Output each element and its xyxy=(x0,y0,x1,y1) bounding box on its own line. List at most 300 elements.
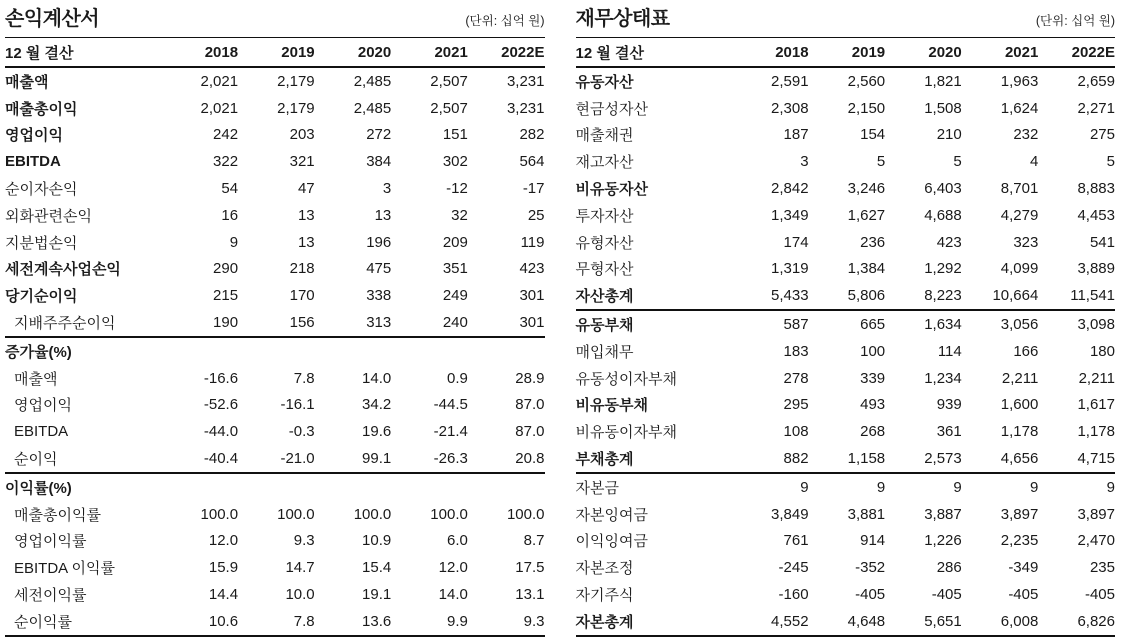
cell-value: 3,881 xyxy=(847,505,886,523)
cell-value: 564 xyxy=(519,153,545,171)
cell-value: 6,826 xyxy=(1077,612,1115,630)
cell-value: 423 xyxy=(936,233,962,251)
year-column-header: 2020 xyxy=(885,38,962,67)
cell-value: 4,099 xyxy=(1000,260,1039,278)
row-label: 순이익 xyxy=(14,451,58,469)
cell-value: 914 xyxy=(860,532,886,550)
table-row xyxy=(576,310,1116,338)
fiscal-year-end-header: 12 월 결산 xyxy=(5,38,161,67)
row-label: 당기순이익 xyxy=(5,288,78,306)
cell-value: 100.0 xyxy=(506,505,545,523)
cell-value: 236 xyxy=(860,233,886,251)
table-row xyxy=(5,67,545,95)
cell-value: 1,634 xyxy=(924,316,962,334)
cell-value: 4,648 xyxy=(847,612,886,630)
row-label: EBITDA xyxy=(5,153,61,171)
cell-value: 15.4 xyxy=(362,559,392,577)
column-header-row xyxy=(576,38,1116,67)
row-label: 순이익률 xyxy=(14,613,72,631)
cell-value: 2,470 xyxy=(1077,532,1115,550)
cell-value: 0.9 xyxy=(446,369,468,387)
cell-value: 1,234 xyxy=(924,369,962,387)
cell-value: 8.7 xyxy=(523,532,545,550)
cell-value: -17 xyxy=(522,180,545,198)
cell-value: 1,600 xyxy=(1000,396,1039,414)
cell-value: 9 xyxy=(953,478,962,496)
cell-value: 242 xyxy=(213,126,239,144)
year-column-header: 2019 xyxy=(809,38,886,67)
cell-value: 3 xyxy=(800,153,809,171)
cell-value: 114 xyxy=(937,342,962,360)
table-row xyxy=(576,445,1116,473)
table-row xyxy=(5,337,545,365)
cell-value: 313 xyxy=(366,314,392,332)
cell-value: -16.1 xyxy=(280,396,315,414)
cell-value: 939 xyxy=(936,396,962,414)
cell-value: 166 xyxy=(1013,342,1039,360)
table-row xyxy=(5,282,545,309)
cell-value: 361 xyxy=(936,423,962,441)
cell-value: 9.3 xyxy=(293,532,315,550)
row-label: 비유동부채 xyxy=(575,397,648,415)
cell-value xyxy=(391,337,468,365)
table-row xyxy=(5,528,545,555)
column-header-row xyxy=(5,38,545,67)
row-label: 자본조정 xyxy=(575,560,634,578)
cell-value: 8,701 xyxy=(1000,180,1039,198)
cell-value: -16.6 xyxy=(203,369,239,387)
income-statement-panel xyxy=(5,4,545,637)
table-row xyxy=(576,256,1116,283)
cell-value: 1,384 xyxy=(847,260,886,278)
row-label: 부채총계 xyxy=(575,451,634,469)
table-row xyxy=(5,608,545,636)
cell-value: 2,235 xyxy=(1000,532,1039,550)
cell-value: 322 xyxy=(213,153,239,171)
year-column-header: 2018 xyxy=(732,38,809,67)
cell-value: 541 xyxy=(1089,233,1115,251)
cell-value xyxy=(238,337,315,365)
cell-value: 203 xyxy=(289,126,315,144)
cell-value: 351 xyxy=(442,260,468,278)
cell-value xyxy=(468,473,545,501)
cell-value: 32 xyxy=(451,206,468,224)
cell-value: 323 xyxy=(1013,233,1039,251)
cell-value: 4,715 xyxy=(1077,450,1115,468)
table-row xyxy=(576,338,1116,365)
table-row xyxy=(5,365,545,392)
cell-value: 12.0 xyxy=(438,559,468,577)
cell-value: 2,842 xyxy=(771,180,809,198)
cell-value xyxy=(161,337,238,365)
cell-value: 10.9 xyxy=(362,532,392,550)
cell-value: 4,453 xyxy=(1077,206,1115,224)
row-label: EBITDA xyxy=(14,423,69,441)
row-label: 매출총이익률 xyxy=(14,506,101,524)
row-label: 영업이익 xyxy=(14,397,72,415)
cell-value: 13.1 xyxy=(515,586,545,604)
cell-value: -44.0 xyxy=(203,423,239,441)
cell-value: -40.4 xyxy=(203,450,239,468)
cell-value: -405 xyxy=(1008,586,1039,604)
table-row xyxy=(5,554,545,581)
cell-value: 2,308 xyxy=(771,99,809,117)
cell-value xyxy=(391,473,468,501)
cell-value: 2,211 xyxy=(1078,369,1115,387)
year-column-header: 2022E xyxy=(468,38,545,67)
row-label: 비유동자산 xyxy=(575,181,648,199)
cell-value: 151 xyxy=(442,126,468,144)
table-row xyxy=(576,67,1116,95)
cell-value: 3,849 xyxy=(771,505,809,523)
cell-value: 6,403 xyxy=(924,180,962,198)
table-row xyxy=(576,202,1116,229)
row-label: 자산총계 xyxy=(575,288,634,306)
cell-value: 286 xyxy=(936,559,962,577)
cell-value: 493 xyxy=(860,396,886,414)
cell-value: 3,231 xyxy=(506,99,545,117)
cell-value: 5 xyxy=(1106,153,1115,171)
cell-value: -21.4 xyxy=(433,423,468,441)
cell-value: 196 xyxy=(366,233,392,251)
cell-value: 156 xyxy=(289,314,315,332)
cell-value: 338 xyxy=(366,287,392,305)
cell-value: 232 xyxy=(1013,126,1039,144)
cell-value: -352 xyxy=(855,559,886,577)
table-row xyxy=(576,365,1116,392)
row-label: 영업이익 xyxy=(5,127,63,145)
cell-value: -405 xyxy=(1084,586,1115,604)
cell-value: 3,056 xyxy=(1000,316,1039,334)
year-column-header: 2018 xyxy=(161,38,238,67)
cell-value: 1,178 xyxy=(1000,423,1039,441)
cell-value: 5,651 xyxy=(924,612,962,630)
cell-value: 1,349 xyxy=(771,206,809,224)
cell-value: 209 xyxy=(442,233,468,251)
cell-value: 154 xyxy=(860,126,886,144)
cell-value: 882 xyxy=(783,450,809,468)
cell-value: 301 xyxy=(519,314,545,332)
table-row xyxy=(5,175,545,202)
cell-value: 2,560 xyxy=(847,72,886,90)
balance-sheet-panel xyxy=(576,4,1116,637)
cell-value: 16 xyxy=(221,206,239,224)
cell-value: 13 xyxy=(297,233,315,251)
cell-value: 7.8 xyxy=(293,369,315,387)
cell-value: 2,507 xyxy=(430,99,468,117)
cell-value: 187 xyxy=(783,126,809,144)
cell-value: 384 xyxy=(366,153,392,171)
cell-value: -245 xyxy=(778,559,809,577)
cell-value: 119 xyxy=(520,233,545,251)
row-label: 자본금 xyxy=(575,479,619,497)
row-label: 매입채무 xyxy=(575,343,634,361)
cell-value: 6.0 xyxy=(446,532,468,550)
cell-value: 47 xyxy=(297,180,315,198)
cell-value: 2,485 xyxy=(353,99,392,117)
cell-value: 3,897 xyxy=(1000,505,1039,523)
cell-value: 1,178 xyxy=(1077,423,1115,441)
cell-value: 2,211 xyxy=(1001,369,1039,387)
cell-value: 11,541 xyxy=(1070,287,1115,305)
cell-value: 321 xyxy=(289,153,315,171)
row-label: 세전계속사업손익 xyxy=(5,261,121,279)
cell-value: 761 xyxy=(783,532,809,550)
table-row xyxy=(5,473,545,501)
cell-value: 34.2 xyxy=(362,396,392,414)
cell-value: 5 xyxy=(876,153,886,171)
cell-value xyxy=(315,337,392,365)
cell-value: 4 xyxy=(1030,153,1039,171)
cell-value xyxy=(161,473,238,501)
table-row xyxy=(576,175,1116,202)
cell-value: 268 xyxy=(860,423,886,441)
cell-value: -405 xyxy=(855,586,886,604)
cell-value: 2,150 xyxy=(847,99,886,117)
table-section xyxy=(5,337,545,473)
cell-value: 25 xyxy=(527,206,545,224)
table-row xyxy=(576,229,1116,256)
cell-value: 2,179 xyxy=(277,72,315,90)
cell-value: 2,271 xyxy=(1077,99,1115,117)
row-label: 유동부채 xyxy=(575,317,634,335)
cell-value: 1,617 xyxy=(1077,396,1115,414)
cell-value: 3,897 xyxy=(1077,505,1115,523)
cell-value: 6,008 xyxy=(1000,612,1039,630)
table-row xyxy=(576,282,1116,310)
cell-value: 2,021 xyxy=(200,72,239,90)
row-label: 재고자산 xyxy=(575,154,634,172)
cell-value: 100.0 xyxy=(353,505,392,523)
cell-value: 8,883 xyxy=(1077,180,1115,198)
cell-value: 9 xyxy=(876,478,886,496)
cell-value: 1,158 xyxy=(847,450,886,468)
cell-value: 339 xyxy=(860,369,886,387)
year-column-header: 2019 xyxy=(238,38,315,67)
cell-value: 5,433 xyxy=(771,287,809,305)
table-row xyxy=(576,473,1116,501)
income-statement-title: 손익계산서 xyxy=(5,8,100,30)
cell-value: 4,656 xyxy=(1000,450,1039,468)
row-label: 유동자산 xyxy=(575,73,634,91)
cell-value: 10.0 xyxy=(285,586,315,604)
cell-value: 28.9 xyxy=(515,369,545,387)
cell-value: 3 xyxy=(382,180,392,198)
cell-value: 9.3 xyxy=(523,612,545,630)
cell-value: 5,806 xyxy=(847,287,886,305)
table-row xyxy=(5,445,545,473)
cell-value: 290 xyxy=(213,260,239,278)
table-row xyxy=(576,501,1116,528)
cell-value: 174 xyxy=(783,233,809,251)
row-label: 매출총이익 xyxy=(5,100,78,118)
cell-value: 20.8 xyxy=(515,450,545,468)
balance-sheet-title: 재무상태표 xyxy=(575,8,670,30)
cell-value: 1,627 xyxy=(847,206,886,224)
cell-value: 4,688 xyxy=(924,206,962,224)
cell-value: 99.1 xyxy=(362,450,392,468)
row-label: 순이자손익 xyxy=(5,181,78,199)
cell-value: 282 xyxy=(519,126,545,144)
year-column-header: 2020 xyxy=(315,38,392,67)
cell-value xyxy=(315,473,392,501)
cell-value: -349 xyxy=(1008,559,1039,577)
cell-value: 9.9 xyxy=(446,612,468,630)
cell-value: 54 xyxy=(221,180,239,198)
row-label: 세전이익률 xyxy=(14,587,87,605)
table-row xyxy=(5,229,545,256)
cell-value: 1,319 xyxy=(771,260,809,278)
table-row xyxy=(5,256,545,283)
cell-value: 2,485 xyxy=(353,72,392,90)
cell-value: 423 xyxy=(519,260,545,278)
cell-value: 190 xyxy=(213,314,239,332)
table-row xyxy=(5,309,545,337)
table-row xyxy=(576,554,1116,581)
row-label: 영업이익률 xyxy=(14,533,87,551)
table-section xyxy=(5,473,545,636)
cell-value: 295 xyxy=(783,396,809,414)
balance-sheet-table xyxy=(576,38,1116,637)
cell-value: 1,624 xyxy=(1000,99,1039,117)
row-label: 매출액 xyxy=(14,370,58,388)
cell-value: -160 xyxy=(778,586,809,604)
cell-value: 87.0 xyxy=(515,423,545,441)
table-section xyxy=(576,473,1116,636)
cell-value: 14.7 xyxy=(285,559,315,577)
income-statement-unit-label: (단위: 십억 원) xyxy=(465,14,545,28)
cell-value: 108 xyxy=(783,423,809,441)
table-row xyxy=(576,608,1116,636)
cell-value: 3,889 xyxy=(1077,260,1115,278)
cell-value: 13 xyxy=(297,206,315,224)
cell-value: 19.6 xyxy=(362,423,392,441)
cell-value: 183 xyxy=(783,342,809,360)
cell-value: 249 xyxy=(442,287,468,305)
row-label: 이익잉여금 xyxy=(575,533,648,551)
row-label: 외화관련손익 xyxy=(5,207,92,225)
table-row xyxy=(576,95,1116,122)
cell-value: 218 xyxy=(289,260,315,278)
year-column-header: 2022E xyxy=(1038,38,1115,67)
cell-value: 9 xyxy=(1030,478,1039,496)
cell-value: 475 xyxy=(366,260,392,278)
cell-value: 13 xyxy=(374,206,392,224)
cell-value: 1,226 xyxy=(924,532,962,550)
cell-value: 210 xyxy=(936,126,962,144)
row-label: 증가율(%) xyxy=(5,343,72,361)
cell-value: 215 xyxy=(213,287,239,305)
cell-value: -405 xyxy=(931,586,962,604)
row-label: 매출채권 xyxy=(575,127,634,145)
row-label: 자기주식 xyxy=(575,587,634,605)
cell-value: 9 xyxy=(1106,478,1115,496)
cell-value: 8,223 xyxy=(924,287,962,305)
table-row xyxy=(5,501,545,528)
cell-value: 2,021 xyxy=(200,99,239,117)
cell-value: 3,231 xyxy=(506,72,545,90)
cell-value: 1,963 xyxy=(1000,72,1039,90)
cell-value: 19.1 xyxy=(362,586,392,604)
table-section xyxy=(576,67,1116,310)
row-label: 이익률(%) xyxy=(5,479,72,497)
cell-value: 2,179 xyxy=(277,99,315,117)
table-row xyxy=(5,122,545,149)
cell-value: -52.6 xyxy=(203,396,239,414)
cell-value: 302 xyxy=(442,153,468,171)
cell-value: -0.3 xyxy=(288,423,315,441)
cell-value: 100.0 xyxy=(430,505,468,523)
cell-value xyxy=(238,473,315,501)
row-label: 유동성이자부채 xyxy=(575,370,677,388)
row-label: 투자자산 xyxy=(575,207,634,225)
cell-value: 87.0 xyxy=(515,396,545,414)
cell-value: 665 xyxy=(860,316,886,334)
row-label: 지배주주순이익 xyxy=(14,315,116,333)
row-label: 자본잉여금 xyxy=(575,506,648,524)
table-row xyxy=(576,581,1116,608)
table-row xyxy=(576,528,1116,555)
table-row xyxy=(5,418,545,445)
row-label: 매출액 xyxy=(5,73,49,91)
cell-value: 2,573 xyxy=(924,450,962,468)
cell-value: 278 xyxy=(783,369,809,387)
table-row xyxy=(5,581,545,608)
balance-sheet-header xyxy=(576,4,1116,38)
cell-value: 1,508 xyxy=(924,99,962,117)
cell-value: 12.0 xyxy=(208,532,239,550)
row-label: 유형자산 xyxy=(575,234,634,252)
cell-value: 272 xyxy=(366,126,392,144)
cell-value: 170 xyxy=(289,287,315,305)
year-column-header: 2021 xyxy=(962,38,1039,67)
cell-value: 240 xyxy=(442,314,468,332)
cell-value: 587 xyxy=(783,316,809,334)
cell-value: 3,887 xyxy=(924,505,962,523)
row-label: 지분법손익 xyxy=(5,234,78,252)
cell-value: -44.5 xyxy=(433,396,468,414)
income-statement-table xyxy=(5,38,545,637)
cell-value: 5 xyxy=(953,153,962,171)
cell-value: 2,507 xyxy=(430,72,468,90)
cell-value: 100.0 xyxy=(277,505,315,523)
cell-value xyxy=(468,337,545,365)
cell-value: 4,552 xyxy=(771,612,809,630)
cell-value: 14.0 xyxy=(362,369,392,387)
cell-value: 2,659 xyxy=(1077,72,1115,90)
cell-value: 2,591 xyxy=(771,72,809,90)
fiscal-year-end-header: 12 월 결산 xyxy=(576,38,732,67)
cell-value: -26.3 xyxy=(433,450,468,468)
table-section xyxy=(5,67,545,337)
table-row xyxy=(5,202,545,229)
cell-value: 180 xyxy=(1089,342,1115,360)
cell-value: 7.8 xyxy=(293,612,315,630)
cell-value: 1,292 xyxy=(924,260,962,278)
cell-value: 14.0 xyxy=(438,586,468,604)
table-row xyxy=(5,95,545,122)
cell-value: 3,246 xyxy=(847,180,886,198)
cell-value: 3,098 xyxy=(1077,316,1115,334)
table-row xyxy=(576,122,1116,149)
table-row xyxy=(5,148,545,175)
cell-value: -12 xyxy=(446,180,468,198)
cell-value: 275 xyxy=(1089,126,1115,144)
cell-value: 10.6 xyxy=(208,612,239,630)
balance-sheet-unit-label: (단위: 십억 원) xyxy=(1035,14,1115,28)
cell-value: 9 xyxy=(800,478,809,496)
row-label: 비유동이자부채 xyxy=(575,424,677,442)
